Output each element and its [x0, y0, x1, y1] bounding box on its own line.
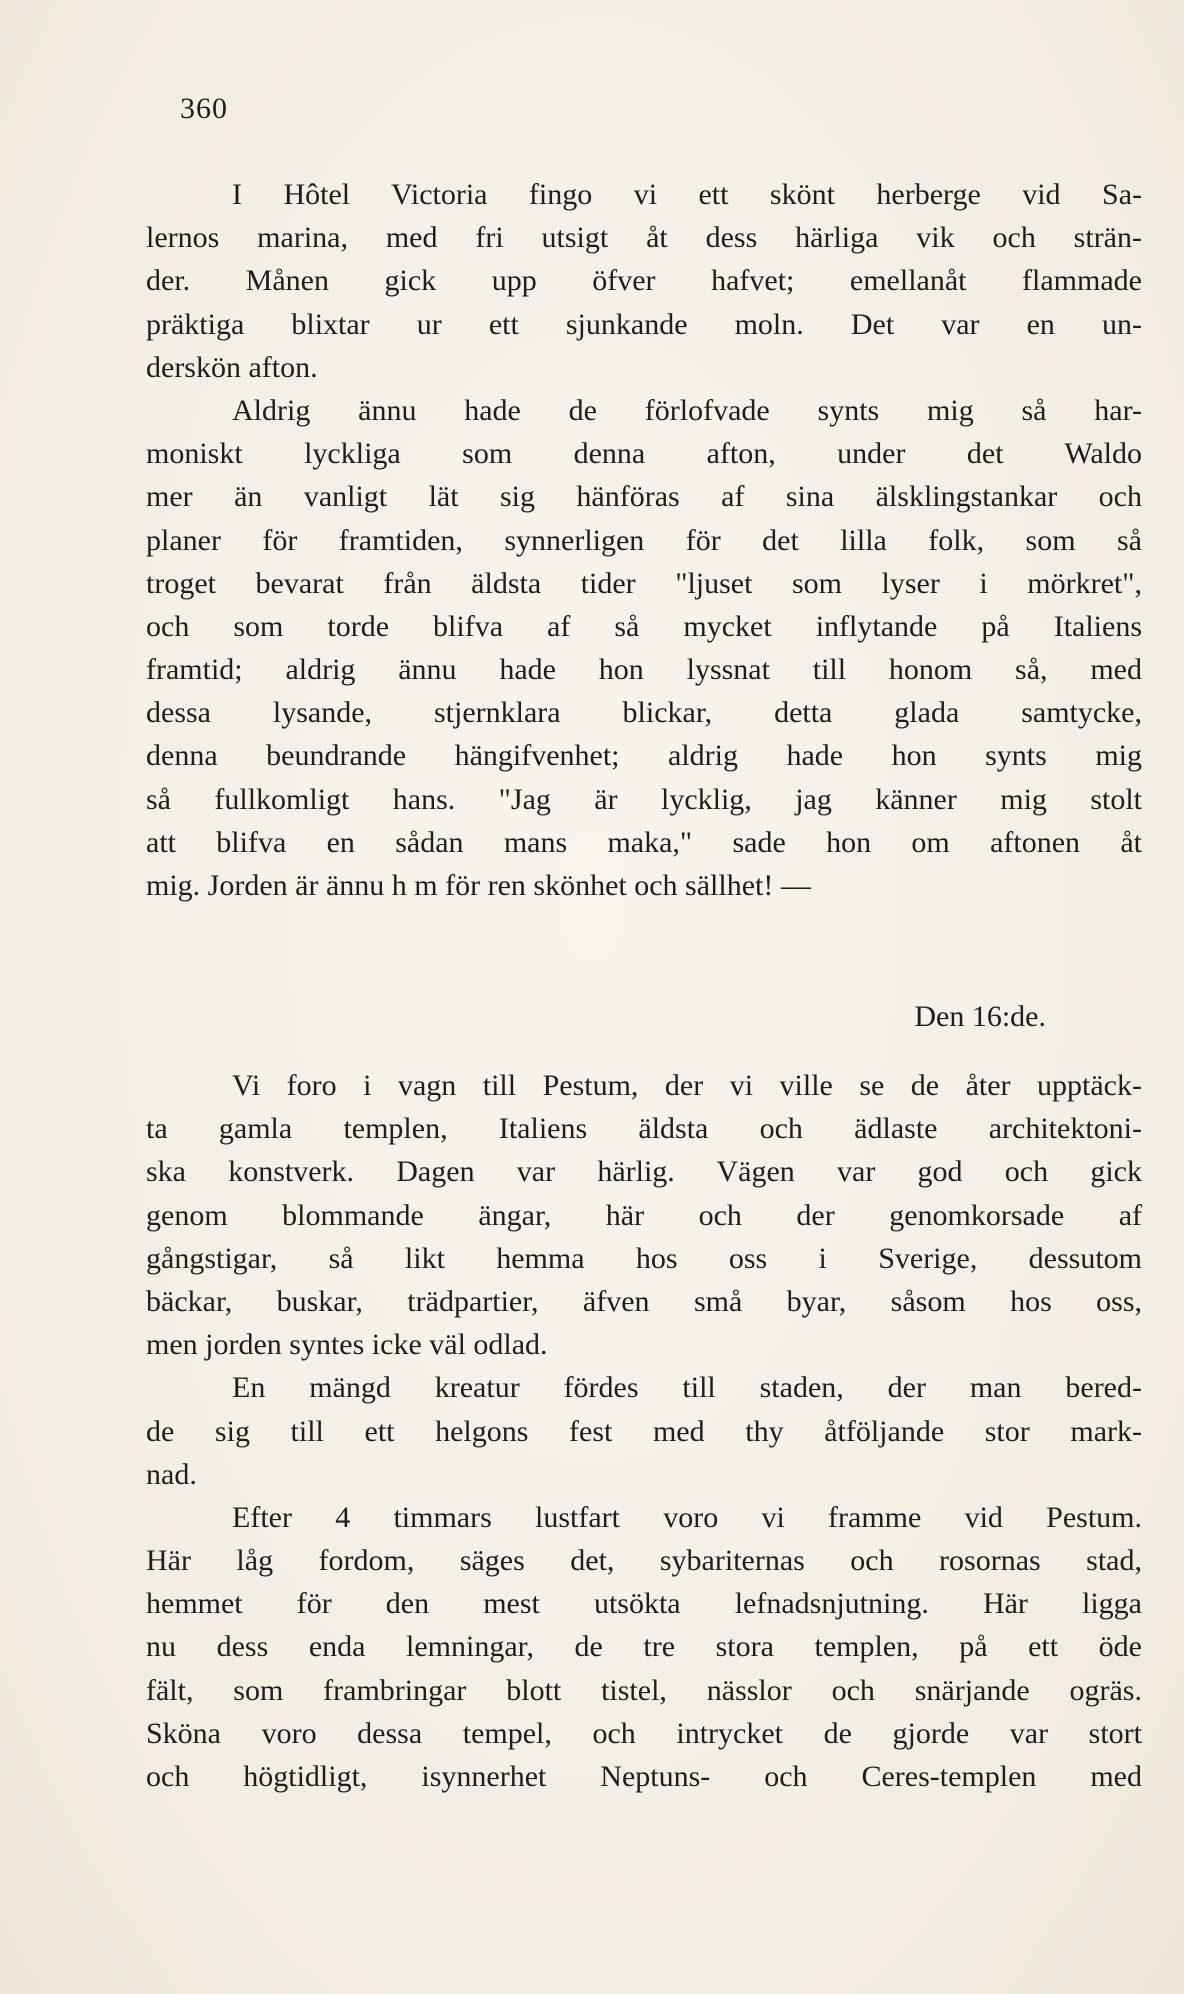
- text-line: En mängd kreatur fördes till staden, der man bered-: [232, 1371, 1142, 1405]
- text-line: Vi foro i vagn till Pestum, der vi ville se de åter upptäck-: [232, 1069, 1142, 1102]
- text-line: mer än vanligt lät sig hänföras af sina älsklingstankar och: [146, 480, 1142, 514]
- text-line: men jorden syntes icke väl odlad.: [146, 1328, 548, 1362]
- text-line: och som torde blifva af så mycket inflytande på Italiens: [146, 609, 1142, 643]
- text-line: ta gamla templen, Italiens äldsta och ädlaste architektoni-: [146, 1112, 1142, 1146]
- text-line: Aldrig ännu hade de förlofvade synts mig så har-: [232, 393, 1142, 427]
- text-line: Efter 4 timmars lustfart voro vi framme vid Pestum.: [232, 1500, 1142, 1534]
- text-line: ska konstverk. Dagen var härlig. Vägen var god och gick: [146, 1155, 1142, 1189]
- text-line: gångstigar, så likt hemma hos oss i Sverige, dessutom: [146, 1241, 1142, 1275]
- text-line: så fullkomligt hans. "Jag är lycklig, jag känner mig stolt: [146, 782, 1142, 816]
- text-line: hemmet för den mest utsökta lefnadsnjutning. Här ligga: [146, 1587, 1142, 1621]
- text-line: I Hôtel Victoria fingo vi ett skönt herberge vid Sa-: [232, 178, 1142, 211]
- text-line: nu dess enda lemningar, de tre stora templen, på ett öde: [146, 1630, 1142, 1664]
- page-number: 360: [180, 92, 228, 125]
- text-line: nad.: [146, 1457, 197, 1491]
- text-line: bäckar, buskar, trädpartier, äfven små byar, såsom hos oss,: [146, 1284, 1142, 1318]
- text-line: Sköna voro dessa tempel, och intrycket de gjorde var stort: [146, 1716, 1142, 1750]
- text-line: Här låg fordom, säges det, sybariternas och rosornas stad,: [146, 1544, 1142, 1578]
- text-line: denna beundrande hängifvenhet; aldrig hade hon synts mig: [146, 739, 1142, 773]
- text-line: genom blommande ängar, här och der genomkorsade af: [146, 1198, 1142, 1232]
- text-line: och högtidligt, isynnerhet Neptuns- och Ceres-templen med: [146, 1760, 1142, 1793]
- text-line: troget bevarat från äldsta tider "ljuset som lyser i mörkret",: [146, 566, 1142, 600]
- text-line: lernos marina, med fri utsigt åt dess härliga vik och strän-: [146, 221, 1142, 255]
- text-line: att blifva en sådan mans maka," sade hon om aftonen åt: [146, 825, 1142, 859]
- text-line: mig. Jorden är ännu h m för ren skönhet och sällhet! —: [146, 869, 811, 902]
- text-line: dessa lysande, stjernklara blickar, detta glada samtycke,: [146, 696, 1142, 730]
- text-block-2: [146, 1064, 1142, 1798]
- text-line: planer för framtiden, synnerligen för det lilla folk, som så: [146, 523, 1142, 557]
- text-line: der. Månen gick upp öfver hafvet; emellanåt flammade: [146, 264, 1142, 298]
- text-line: de sig till ett helgons fest med thy åtföljande stor mark-: [146, 1414, 1142, 1448]
- dateline: Den 16:de.: [914, 1000, 1046, 1033]
- text-line: derskön afton.: [146, 350, 318, 384]
- text-line: präktiga blixtar ur ett sjunkande moln. Det var en un-: [146, 307, 1142, 341]
- text-block-1: [146, 173, 1142, 907]
- text-line: fält, som frambringar blott tistel, nässlor och snärjande ogräs.: [146, 1673, 1142, 1707]
- text-line: framtid; aldrig ännu hade hon lyssnat till honom så, med: [146, 653, 1142, 687]
- text-line: moniskt lyckliga som denna afton, under det Waldo: [146, 437, 1142, 471]
